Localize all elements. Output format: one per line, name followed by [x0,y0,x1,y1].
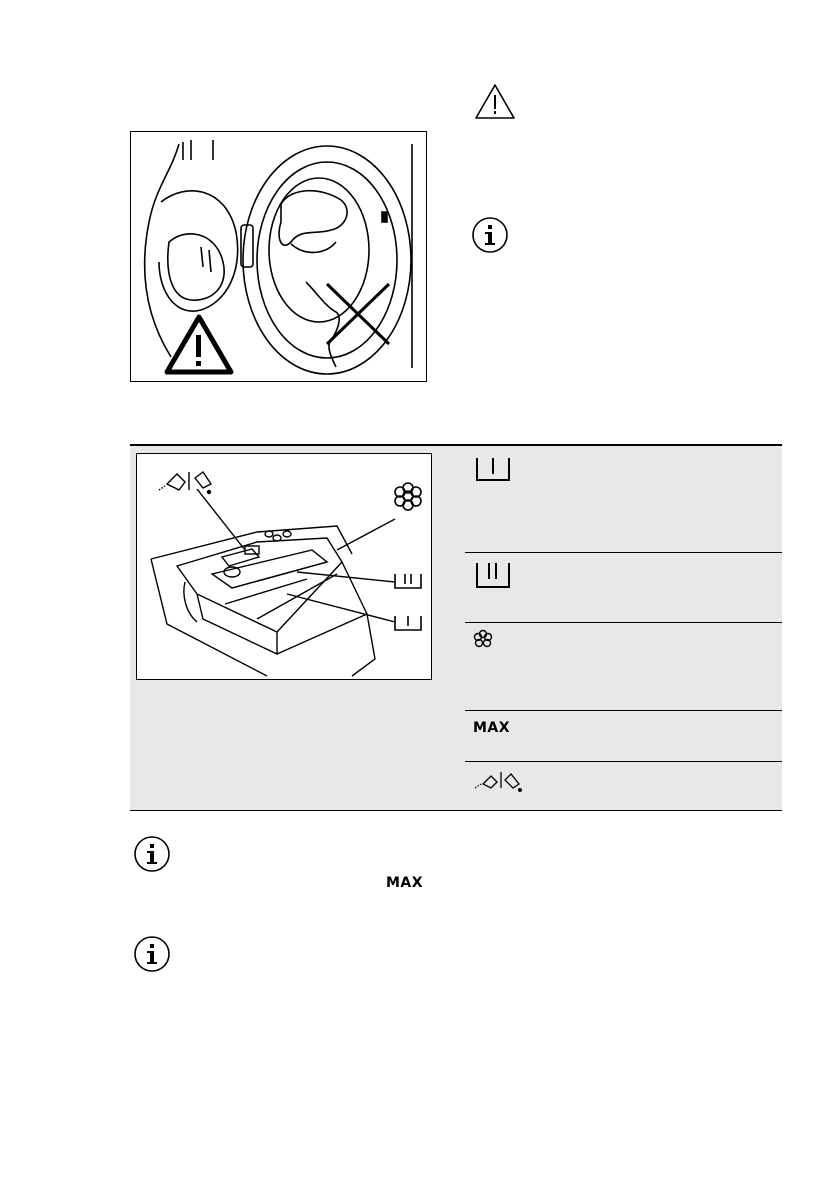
dispenser-panel [130,446,782,810]
door-illustration [130,131,427,382]
legend-row-softener [465,623,782,710]
max-inline-mark: MAX [386,875,424,891]
legend-row-max [465,711,782,761]
info-circle-icon [133,835,171,873]
compartment-legend [465,446,782,810]
fabric-softener-flower-icon [395,483,421,510]
warning-triangle-icon [474,83,516,121]
main-wash-compartment-icon [395,574,421,588]
prewash-compartment-icon [395,616,421,630]
prewash-compartment-icon [473,456,513,488]
fabric-softener-flower-icon [473,629,493,653]
warning-triangle-icon [167,317,231,372]
powder-liquid-flap-icon [473,770,529,796]
section-bottom-rule [130,810,782,811]
legend-row-prewash [465,446,782,552]
max-mark: MAX [473,720,511,736]
powder-liquid-flap-icon [159,472,211,494]
info-circle-icon [471,216,509,254]
info-circle-icon [133,935,171,973]
cross-icon [327,284,389,344]
dispenser-drawer-illustration [136,453,432,680]
legend-row-flap [465,762,782,810]
main-wash-compartment-icon [473,561,513,595]
legend-row-main-wash [465,553,782,622]
